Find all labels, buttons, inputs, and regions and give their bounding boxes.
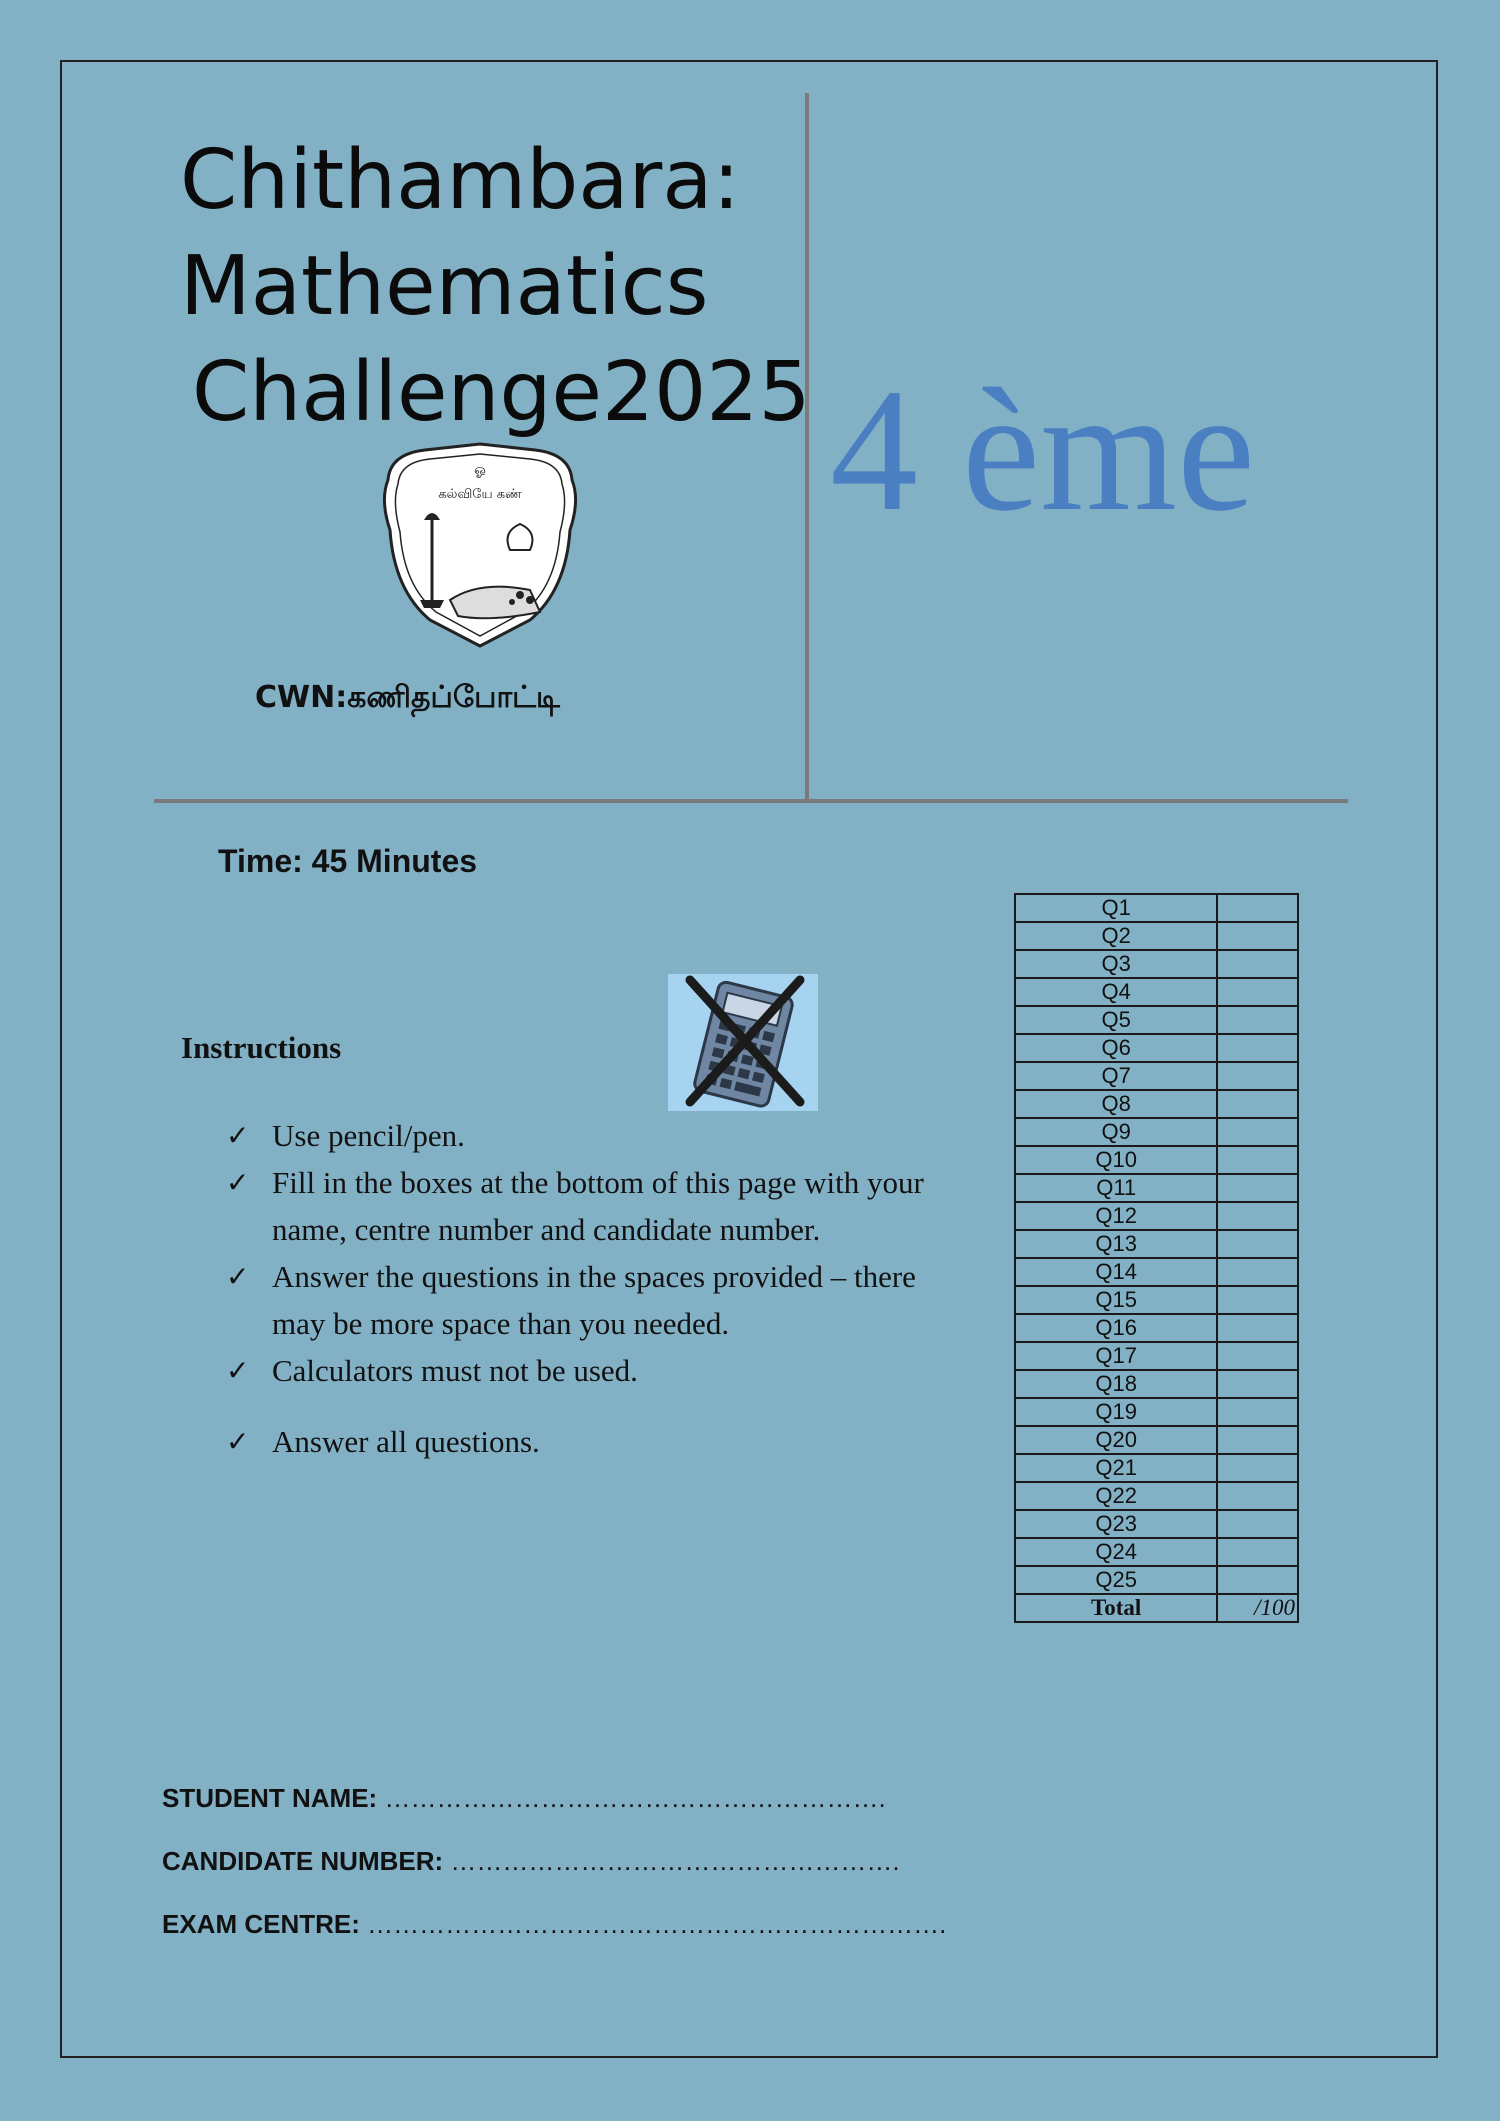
- question-label: Q11: [1015, 1174, 1217, 1202]
- exam-centre-blank[interactable]: ………………………………………………………….: [367, 1909, 947, 1939]
- total-score-cell[interactable]: /100: [1217, 1594, 1298, 1622]
- score-cell[interactable]: [1217, 1510, 1298, 1538]
- instruction-text: Answer the questions in the spaces provided – there may be more space than you needed.: [272, 1259, 916, 1341]
- score-cell[interactable]: [1217, 1090, 1298, 1118]
- score-row: [1015, 1566, 1298, 1594]
- score-cell[interactable]: [1217, 1230, 1298, 1258]
- question-label: Q9: [1015, 1118, 1217, 1146]
- exam-duration: Time: 45 Minutes: [218, 843, 478, 879]
- question-label: Q6: [1015, 1034, 1217, 1062]
- candidate-number-field[interactable]: [162, 1846, 900, 1877]
- question-label: Q24: [1015, 1538, 1217, 1566]
- score-cell[interactable]: [1217, 950, 1298, 978]
- score-cell[interactable]: [1217, 1034, 1298, 1062]
- score-cell[interactable]: [1217, 1454, 1298, 1482]
- score-cell[interactable]: [1217, 1146, 1298, 1174]
- title-line-3: Challenge2025: [192, 345, 811, 440]
- score-cell[interactable]: [1217, 1566, 1298, 1594]
- score-row: [1015, 1230, 1298, 1258]
- question-label: Q7: [1015, 1062, 1217, 1090]
- instructions-list: [226, 1112, 966, 1465]
- candidate-number-label: CANDIDATE NUMBER:: [162, 1846, 444, 1876]
- check-mark-icon: ✓: [226, 1354, 250, 1387]
- question-label: Q21: [1015, 1454, 1217, 1482]
- score-row: [1015, 1538, 1298, 1566]
- score-cell[interactable]: [1217, 894, 1298, 922]
- score-cell[interactable]: [1217, 1398, 1298, 1426]
- score-row: [1015, 1342, 1298, 1370]
- score-cell[interactable]: [1217, 1062, 1298, 1090]
- score-row: [1015, 1202, 1298, 1230]
- score-row: [1015, 978, 1298, 1006]
- instruction-item: [226, 1112, 966, 1159]
- page-title: [180, 128, 811, 446]
- student-name-label: STUDENT NAME:: [162, 1783, 378, 1813]
- student-name-field[interactable]: [162, 1783, 886, 1814]
- total-row: [1015, 1594, 1298, 1622]
- score-cell[interactable]: [1217, 1342, 1298, 1370]
- score-cell[interactable]: [1217, 1314, 1298, 1342]
- instruction-item: [226, 1159, 966, 1253]
- question-label: Q1: [1015, 894, 1217, 922]
- question-label: Q18: [1015, 1370, 1217, 1398]
- question-label: Q4: [1015, 978, 1217, 1006]
- score-cell[interactable]: [1217, 1286, 1298, 1314]
- score-cell[interactable]: [1217, 1202, 1298, 1230]
- question-label: Q5: [1015, 1006, 1217, 1034]
- score-cell[interactable]: [1217, 1118, 1298, 1146]
- score-row: [1015, 894, 1298, 922]
- score-row: [1015, 1370, 1298, 1398]
- score-cell[interactable]: [1217, 1538, 1298, 1566]
- instruction-text: Use pencil/pen.: [272, 1118, 465, 1153]
- score-cell[interactable]: [1217, 978, 1298, 1006]
- no-calculator-icon: [668, 974, 818, 1111]
- question-label: Q2: [1015, 922, 1217, 950]
- question-label: Q25: [1015, 1566, 1217, 1594]
- score-table: [1014, 893, 1299, 1623]
- score-row: [1015, 1314, 1298, 1342]
- question-label: Q23: [1015, 1510, 1217, 1538]
- question-label: Q10: [1015, 1146, 1217, 1174]
- question-label: Q19: [1015, 1398, 1217, 1426]
- candidate-number-blank[interactable]: …………………………………………….: [450, 1846, 900, 1876]
- instruction-text: Fill in the boxes at the bottom of this page with your name, centre number and candidate number.: [272, 1165, 924, 1247]
- question-label: Q20: [1015, 1426, 1217, 1454]
- exam-centre-field[interactable]: [162, 1909, 946, 1940]
- header-horizontal-divider: [154, 799, 1348, 803]
- score-row: [1015, 922, 1298, 950]
- score-row: [1015, 1510, 1298, 1538]
- exam-centre-label: EXAM CENTRE:: [162, 1909, 360, 1939]
- score-row: [1015, 1034, 1298, 1062]
- check-mark-icon: ✓: [226, 1166, 250, 1199]
- score-row: [1015, 1090, 1298, 1118]
- score-row: [1015, 1118, 1298, 1146]
- question-label: Q13: [1015, 1230, 1217, 1258]
- score-cell[interactable]: [1217, 1258, 1298, 1286]
- score-row: [1015, 1258, 1298, 1286]
- instruction-item: [226, 1418, 966, 1465]
- score-cell[interactable]: [1217, 922, 1298, 950]
- score-row: [1015, 950, 1298, 978]
- instruction-item: [226, 1253, 966, 1347]
- question-label: Q8: [1015, 1090, 1217, 1118]
- svg-text:ஓ: ஓ: [474, 462, 486, 478]
- check-mark-icon: ✓: [226, 1119, 250, 1152]
- question-label: Q14: [1015, 1258, 1217, 1286]
- crest-motto: கல்வியே கண்: [438, 487, 522, 502]
- header-vertical-divider: [805, 93, 809, 801]
- score-row: [1015, 1006, 1298, 1034]
- check-mark-icon: ✓: [226, 1425, 250, 1458]
- score-cell[interactable]: [1217, 1006, 1298, 1034]
- score-row: [1015, 1398, 1298, 1426]
- score-row: [1015, 1426, 1298, 1454]
- score-cell[interactable]: [1217, 1370, 1298, 1398]
- title-line-1: Chithambara:: [180, 133, 741, 228]
- grade-level: 4 ème: [830, 353, 1256, 548]
- instructions-heading: Instructions: [181, 1030, 342, 1065]
- question-label: Q12: [1015, 1202, 1217, 1230]
- score-cell[interactable]: [1217, 1426, 1298, 1454]
- total-label: Total: [1015, 1594, 1217, 1622]
- student-name-blank[interactable]: ………………………………………………….: [384, 1783, 886, 1813]
- school-crest-logo: [380, 440, 580, 650]
- score-cell[interactable]: [1217, 1482, 1298, 1510]
- score-row: [1015, 1286, 1298, 1314]
- cwn-subtitle: CWN:கணிதப்போட்டி: [255, 680, 560, 715]
- question-label: Q3: [1015, 950, 1217, 978]
- question-label: Q16: [1015, 1314, 1217, 1342]
- score-row: [1015, 1146, 1298, 1174]
- question-label: Q15: [1015, 1286, 1217, 1314]
- score-row: [1015, 1454, 1298, 1482]
- instruction-text: Answer all questions.: [272, 1424, 540, 1459]
- title-line-2: Mathematics: [180, 239, 709, 334]
- score-row: [1015, 1482, 1298, 1510]
- instruction-text: Calculators must not be used.: [272, 1353, 638, 1388]
- score-cell[interactable]: [1217, 1174, 1298, 1202]
- question-label: Q17: [1015, 1342, 1217, 1370]
- score-row: [1015, 1062, 1298, 1090]
- check-mark-icon: ✓: [226, 1260, 250, 1293]
- question-label: Q22: [1015, 1482, 1217, 1510]
- score-row: [1015, 1174, 1298, 1202]
- instruction-item: [226, 1347, 966, 1394]
